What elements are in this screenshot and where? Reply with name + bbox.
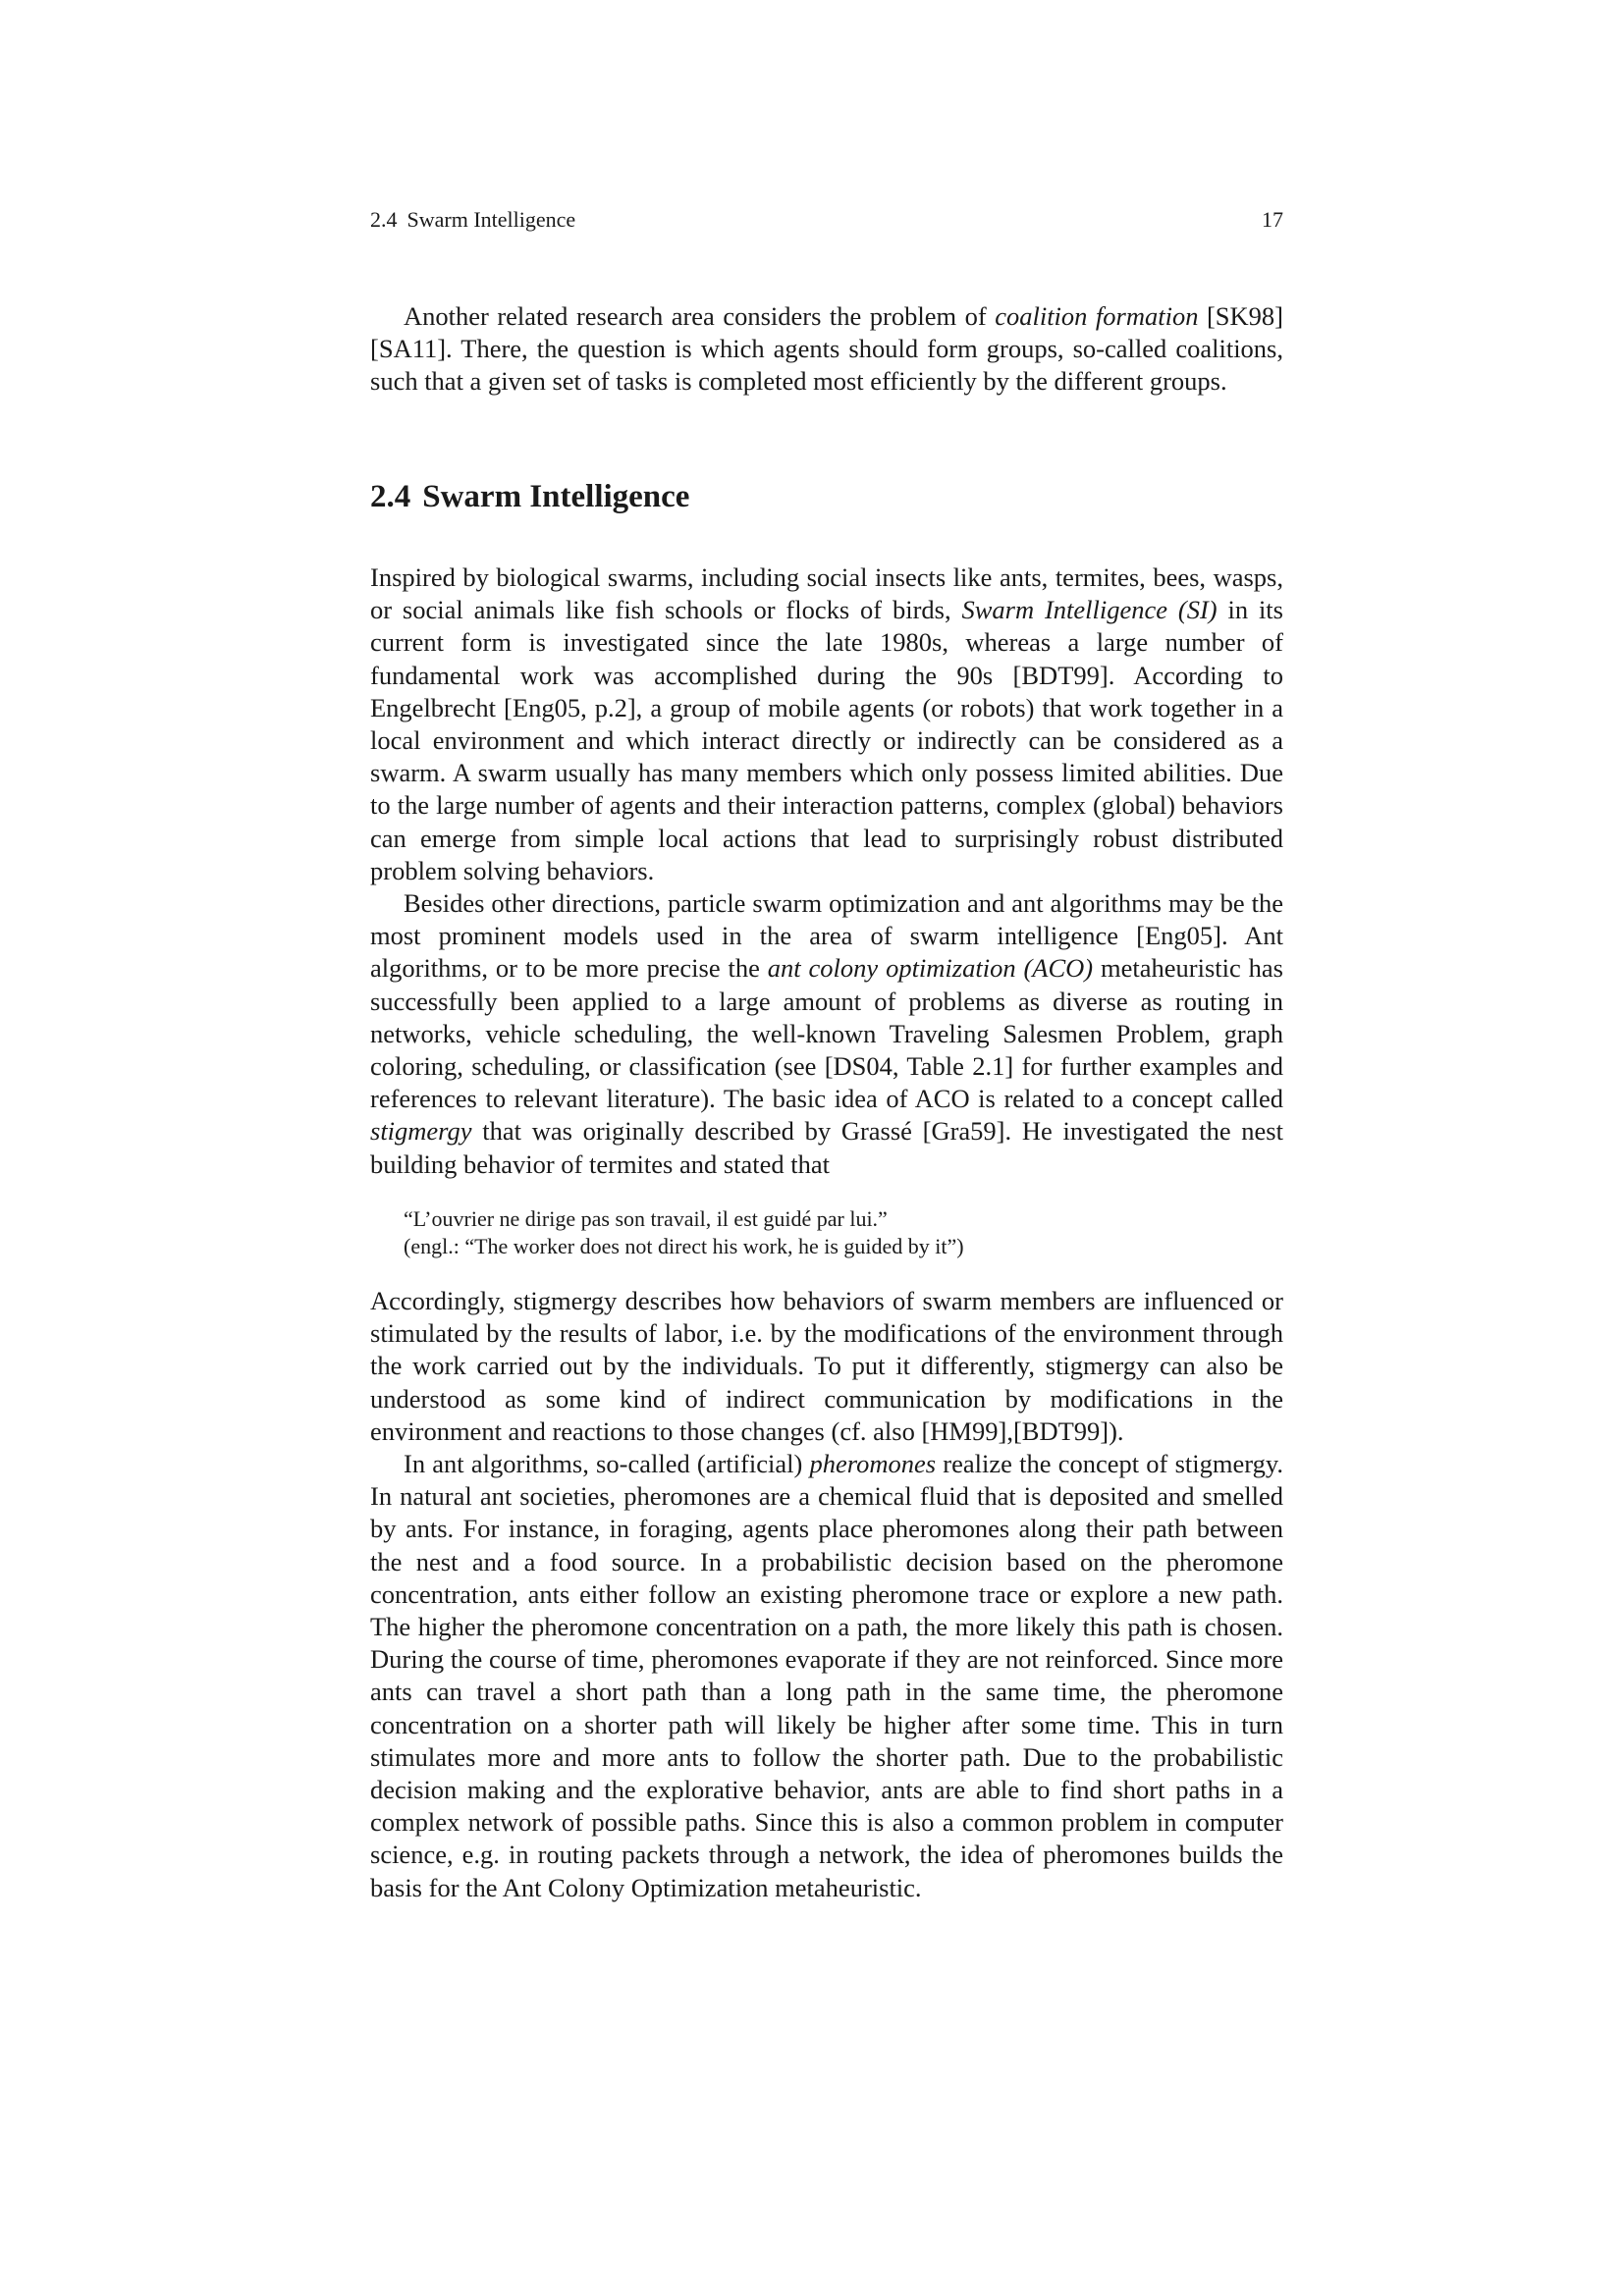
text-run: [SK98] [SA11]. There, the question is which agents should form groups, so-called coalitions, such that a given set of tasks is completed most efficiently by the different groups. <box>370 301 1284 397</box>
text-run: in its current form is investigated since the late 1980s, whereas a large number of fundamental work was accomplished during the 90s [BDT99]. According to Engelbrecht [Eng05, p.2], a group of mobile agents (or robots) that work together in a local environment and which interact directly or indirectly can be considered as a swarm. A swarm usually has many members which only possess limited abilities. Due to the large number of agents and their interaction patterns, complex (global) behaviors can emerge from simple local actions that lead to surprisingly robust distributed problem solving behaviors. <box>370 595 1283 885</box>
paragraph-aco <box>370 887 1283 1181</box>
section-body-continued <box>370 1285 1283 1904</box>
quote-translation: (engl.: “The worker does not direct his work, he is guided by it”) <box>404 1234 964 1258</box>
block-quote <box>404 1205 1268 1260</box>
text-run: that was originally described by Grassé [Gra59]. He investigated the nest building behavior of termites and stated that <box>370 1116 1283 1179</box>
running-head-section-title: Swarm Intelligence <box>406 207 576 232</box>
emphasis: stigmergy <box>370 1116 472 1147</box>
emphasis: ant colony optimization (ACO) <box>767 953 1094 984</box>
text-run: Besides other directions, particle swarm optimization and ant algorithms may be the most prominent models used in the area of swarm intelligence [Eng05]. Ant algorithms, or to be more precise the <box>370 888 1283 984</box>
text-run: In ant algorithms, so-called (artificial) <box>404 1449 810 1479</box>
running-head-section <box>370 206 575 234</box>
intro-block <box>370 300 1283 399</box>
section-title: Swarm Intelligence <box>422 479 690 514</box>
text-run: Another related research area considers the problem of <box>404 301 996 331</box>
paragraph-pheromones <box>370 1448 1283 1904</box>
text-run: Inspired by biological swarms, including social insects like ants, termites, bees, wasps, or social animals like fish schools or flocks of birds, <box>370 562 1283 625</box>
paragraph-stigmergy: Accordingly, stigmergy describes how behaviors of swarm members are influenced or stimulated by the results of labor, i.e. by the modifications of the environment through the work carried out by the individuals. To put it differently, stigmergy can also be understood as some kind of indirect communication by modifications in the environment and reactions to those changes (cf. also [HM99],[BDT99]). <box>370 1286 1283 1446</box>
emphasis: coalition formation <box>995 301 1199 331</box>
running-head-section-number: 2.4 <box>370 207 398 232</box>
section-body <box>370 561 1283 1181</box>
section-heading <box>370 477 1283 516</box>
page-number: 17 <box>1262 207 1283 232</box>
emphasis: Swarm Intelligence (SI) <box>961 595 1218 625</box>
running-head <box>370 206 1283 234</box>
paragraph-swarm-intro <box>370 561 1283 887</box>
emphasis: pheromones <box>809 1449 937 1479</box>
paragraph-coalition-formation <box>370 300 1283 399</box>
quote-original: “L’ouvrier ne dirige pas son travail, il est guidé par lui.” <box>404 1206 888 1231</box>
text-run: realize the concept of stigmergy. In natural ant societies, pheromones are a chemical fluid that is deposited and smelled by ants. For instance, in foraging, agents place pheromones along their path between the nest and a food source. In a probabilistic decision based on the pheromone concentration, ants either follow an existing pheromone trace or explore a new path. The higher the pheromone concentration on a path, the more likely this path is chosen. During the course of time, pheromones evaporate if they are not reinforced. Since more ants can travel a short path than a long path in the same time, the pheromone concentration on a shorter path will likely be higher after some time. This in turn stimulates more and more ants to follow the shorter path. Due to the probabilistic decision making and the explorative behavior, ants are able to find short paths in a complex network of possible paths. Since this is also a common problem in computer science, e.g. in routing packets through a network, the idea of pheromones builds the basis for the Ant Colony Optimization metaheuristic. <box>370 1449 1283 1902</box>
text-run: metaheuristic has successfully been applied to a large amount of problems as diverse as routing in networks, vehicle scheduling, the well-known Traveling Salesmen Problem, graph coloring, scheduling, or classification (see [DS04, Table 2.1] for further examples and references to relevant literature). The basic idea of ACO is related to a concept called <box>370 953 1283 1114</box>
section-number: 2.4 <box>370 479 411 514</box>
